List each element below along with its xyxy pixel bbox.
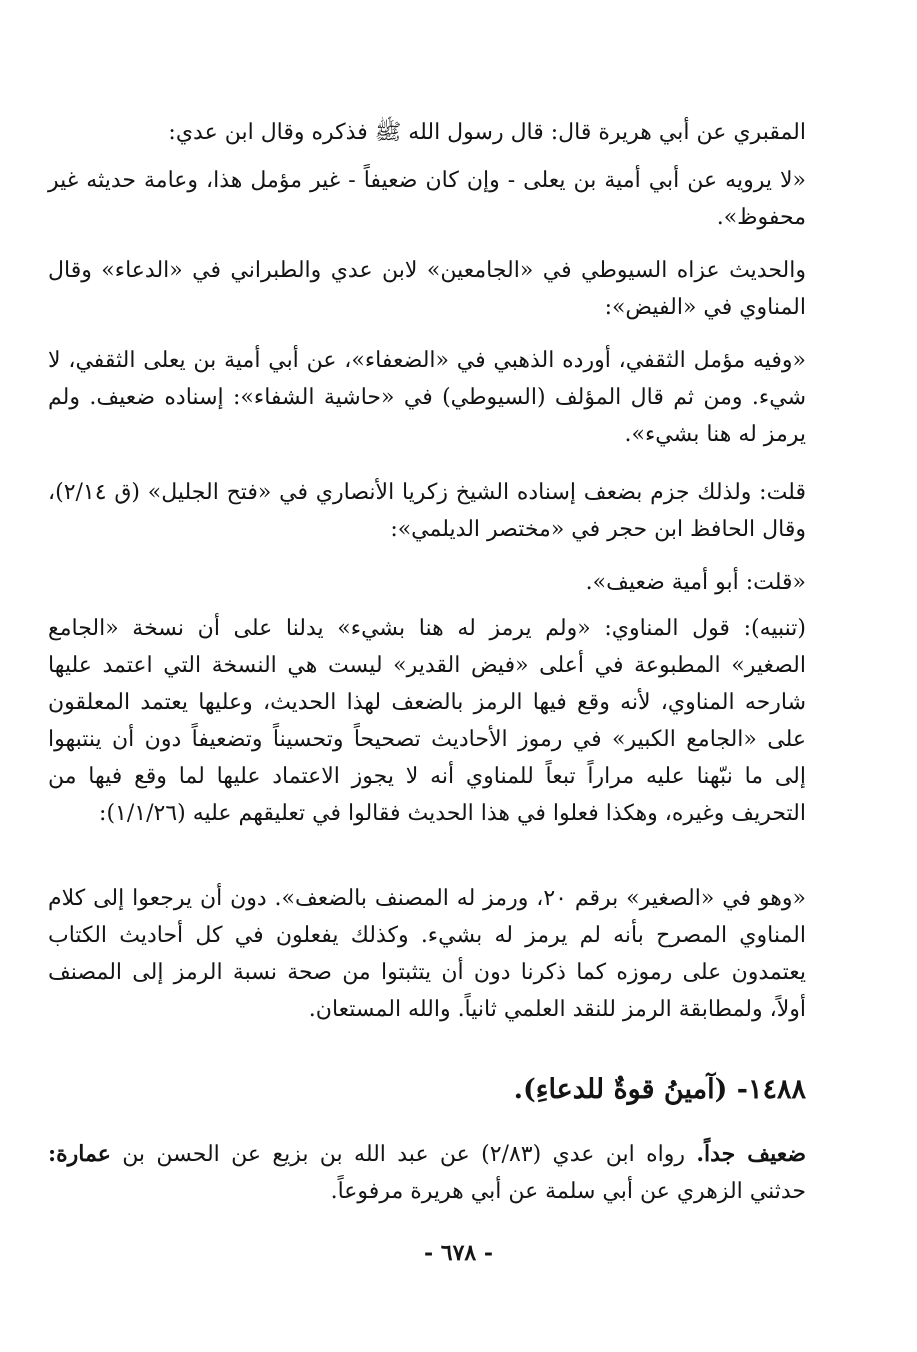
hadith-takhrij: [48, 1136, 806, 1210]
quote-ibn-hajar: «قلت: أبو أمية ضعيف».: [585, 570, 806, 595]
hadith-chain-text: حدثني الزهري عن أبي سلمة عن أبي هريرة مرفوعاً.: [330, 1179, 806, 1204]
quote-ibn-adi: «لا يرويه عن أبي أمية بن يعلى - وإن كان ضعيفاً - غير مؤمل هذا، وعامة حديثه غير محفوظ».: [48, 168, 806, 230]
paragraph-saghir-quote: «وهو في «الصغير» برقم ٢٠، ورمز له المصنف بالضعف». دون أن يرجعوا إلى كلام المناوي المصرح بأنه لم يرمز له بشيء. وكذلك يفعلون في كل أحاديث الكتاب يعتمدون على رموزه كما ذكرنا دون أن يتثبتوا من صحة نسبة الرمز إلى المصنف أولاً، ولمطابقة الرمز للنقد العلمي ثانياً. والله المستعان.: [48, 886, 806, 1022]
paragraph-note: (تنبيه): قول المناوي: «ولم يرمز له هنا بشيء» يدلنا على أن نسخة «الجامع الصغير» المطبوعة في أعلى «فيض القدير» ليست هي النسخة التي اعتمد عليها شارحه المناوي، لأنه وقع فيها الرمز بالضعف لهذا الحديث، وعليها يعتمد المعلقون على «الجامع الكبير» في رموز الأحاديث تصحيحاً وتحسيناً وتضعيفاً دون أن ينتبهوا إلى ما نبّهنا عليه مراراً تبعاً للمناوي أنه لا يجوز الاعتماد عليها لما وقع فيها من التحريف وغيره، وهكذا فعلوا في هذا الحديث فقالوا في تعليقهم عليه (١/١/٢٦):: [48, 616, 807, 826]
hadith-grade: ضعيف جداً.: [696, 1141, 806, 1167]
page-number: - ٦٧٨ -: [423, 1240, 494, 1266]
narrator-name: عمارة:: [48, 1141, 111, 1167]
hadith-takhrij-text: رواه ابن عدي (٢/٨٣) عن عبد الله بن بزيع عن الحسن بن: [122, 1142, 685, 1167]
paragraph-intro: المقبري عن أبي هريرة قال: قال رسول الله ﷺ فذكره وقال ابن عدي:: [168, 120, 806, 145]
paragraph-qultu: قلت: ولذلك جزم بضعف إسناده الشيخ زكريا الأنصاري في «فتح الجليل» (ق ٢/١٤)، وقال الحافظ ابن حجر في «مختصر الديلمي»:: [48, 480, 806, 542]
hadith-heading: ١٤٨٨- (آمينُ قوةٌ للدعاءِ).: [513, 1074, 806, 1105]
quote-munawi-fayd: «وفيه مؤمل الثقفي، أورده الذهبي في «الضعفاء»، عن أبي أمية بن يعلى الثقفي، لا شيء. ومن ثم قال المؤلف (السيوطي) في «حاشية الشفاء»: إسناده ضعيف. ولم يرمز له هنا بشيء».: [48, 348, 806, 447]
paragraph-suyuti-attribution: والحديث عزاه السيوطي في «الجامعين» لابن عدي والطبراني في «الدعاء» وقال المناوي في «الفيض»:: [48, 258, 806, 320]
